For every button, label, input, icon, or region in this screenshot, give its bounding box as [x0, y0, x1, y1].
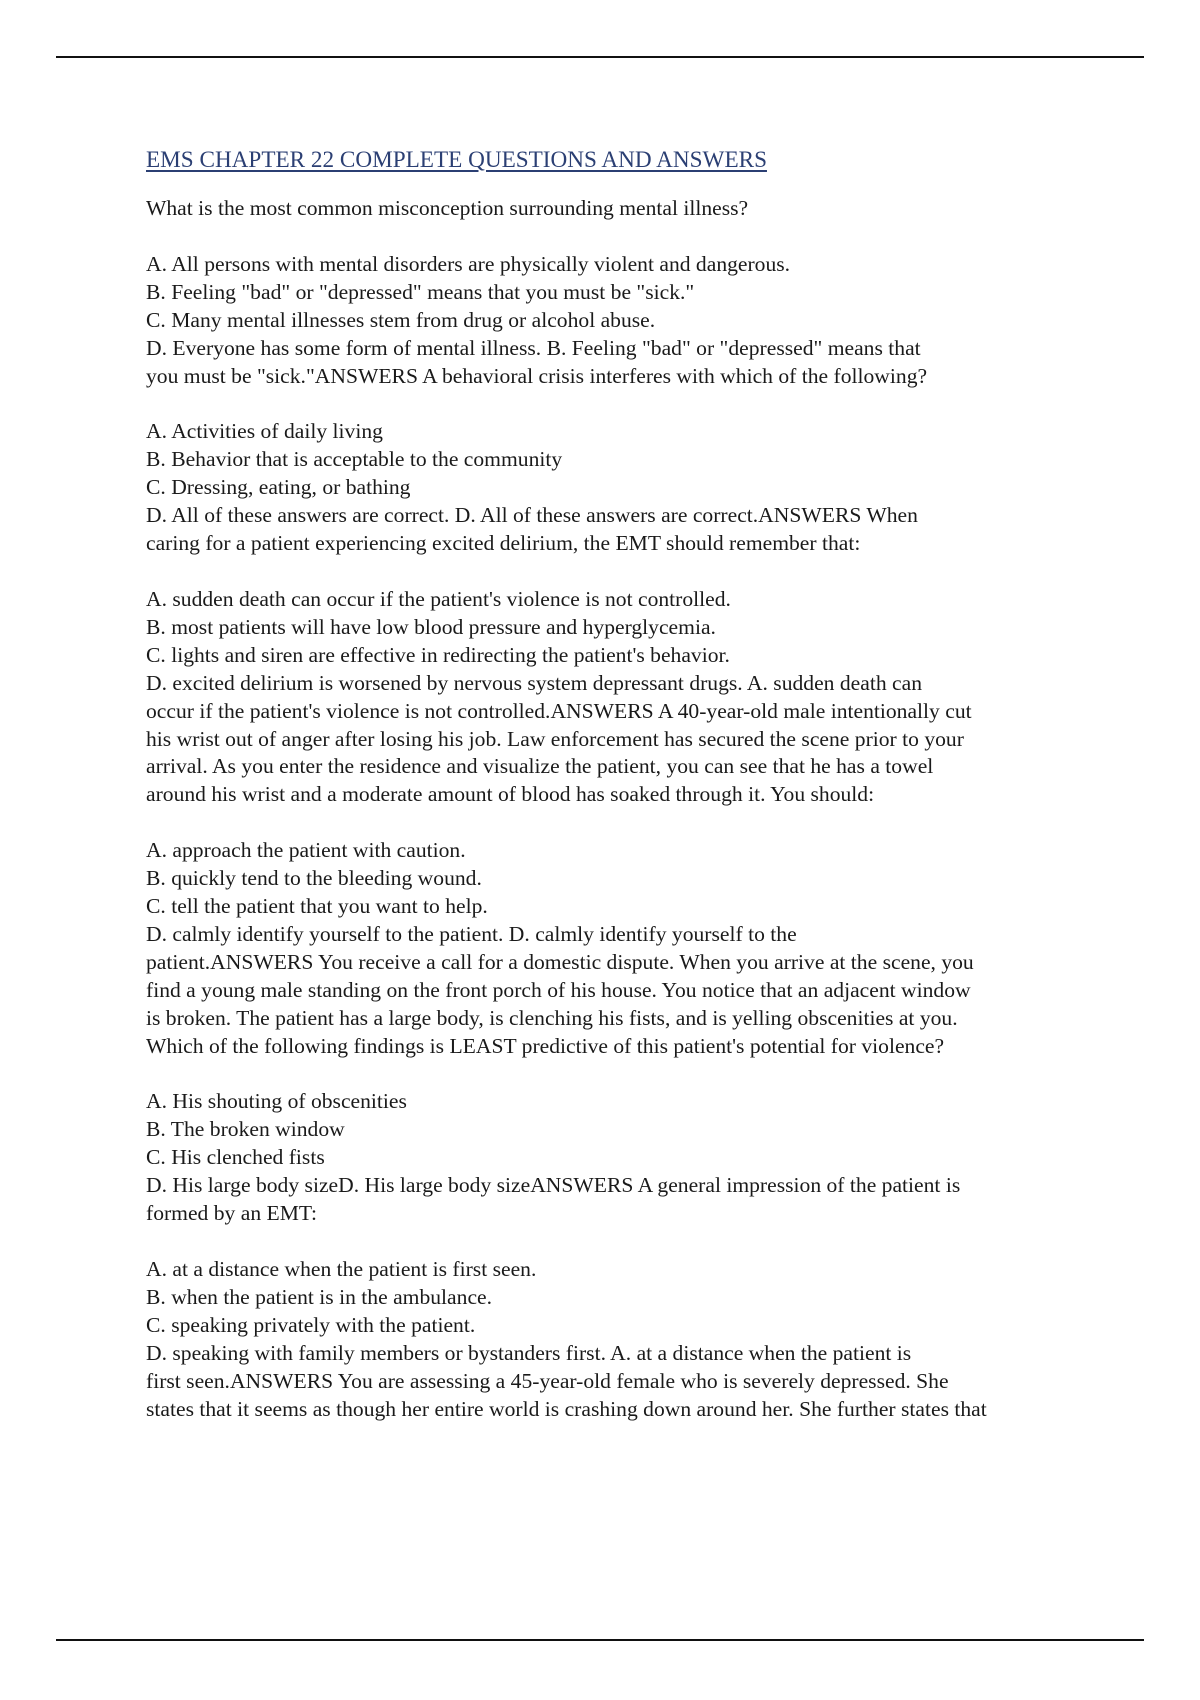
- text-line: A. approach the patient with caution.: [146, 838, 466, 863]
- text-line: C. speaking privately with the patient.: [146, 1312, 476, 1337]
- text-line: A. at a distance when the patient is first seen.: [146, 1257, 537, 1281]
- text-line: patient.ANSWERS You receive a call for a domestic dispute. When you arrive at the scene, you: [146, 949, 974, 974]
- text-line: find a young male standing on the front porch of his house. You notice that an adjacent window: [146, 977, 971, 1002]
- text-line: B. most patients will have low blood pressure and hyperglycemia.: [146, 614, 716, 639]
- qa-block: [146, 251, 1096, 391]
- text-line: D. excited delirium is worsened by nervous system depressant drugs. A. sudden death can: [146, 670, 923, 695]
- qa-block: [146, 195, 1096, 223]
- text-line: D. calmly identify yourself to the patient. D. calmly identify yourself to the: [146, 921, 797, 946]
- text-line: A. sudden death can occur if the patient's violence is not controlled.: [146, 586, 731, 611]
- text-line: you must be "sick."ANSWERS A behavioral crisis interferes with which of the following?: [146, 363, 928, 388]
- text-line: C. lights and siren are effective in redirecting the patient's behavior.: [146, 642, 730, 667]
- text-line: D. speaking with family members or bystanders first. A. at a distance when the patient is: [146, 1340, 912, 1365]
- document-body: [146, 146, 1096, 1451]
- text-line: C. Many mental illnesses stem from drug or alcohol abuse.: [146, 307, 656, 332]
- text-line: is broken. The patient has a large body, is clenching his fists, and is yelling obscenities at you.: [146, 1005, 958, 1030]
- qa-block: [146, 586, 1096, 809]
- header-rule: [56, 56, 1144, 58]
- text-line: What is the most common misconception surrounding mental illness?: [146, 196, 749, 220]
- text-line: D. All of these answers are correct. D. All of these answers are correct.ANSWERS When: [146, 503, 918, 528]
- text-line: Which of the following findings is LEAST predictive of this patient's potential for violence?: [146, 1033, 945, 1058]
- text-line: B. quickly tend to the bleeding wound.: [146, 866, 482, 891]
- text-line: caring for a patient experiencing excited delirium, the EMT should remember that:: [146, 531, 861, 556]
- text-line: A. All persons with mental disorders are physically violent and dangerous.: [146, 251, 791, 276]
- text-line: A. Activities of daily living: [146, 419, 383, 444]
- qa-block: [146, 1256, 1096, 1423]
- text-line: D. Everyone has some form of mental illness. B. Feeling "bad" or "depressed" means that: [146, 335, 921, 360]
- text-line: B. The broken window: [146, 1117, 345, 1142]
- qa-block: [146, 1088, 1096, 1228]
- text-line: A. His shouting of obscenities: [146, 1089, 407, 1114]
- text-line: C. Dressing, eating, or bathing: [146, 475, 411, 500]
- qa-block: [146, 418, 1096, 558]
- text-line: B. Behavior that is acceptable to the community: [146, 447, 563, 472]
- text-line: B. Feeling "bad" or "depressed" means that you must be "sick.": [146, 279, 695, 304]
- document-title: EMS CHAPTER 22 COMPLETE QUESTIONS AND ANSWERS: [146, 147, 767, 173]
- text-line: states that it seems as though her entire world is crashing down around her. She further states that: [146, 1396, 987, 1421]
- footer-rule: [56, 1639, 1144, 1641]
- qa-blocks: [146, 195, 1096, 1423]
- text-line: C. tell the patient that you want to help.: [146, 894, 488, 919]
- text-line: his wrist out of anger after losing his job. Law enforcement has secured the scene prior to your: [146, 726, 964, 751]
- text-line: arrival. As you enter the residence and visualize the patient, you can see that he has a towel: [146, 754, 934, 779]
- text-line: C. His clenched fists: [146, 1145, 325, 1170]
- text-line: around his wrist and a moderate amount of blood has soaked through it. You should:: [146, 782, 875, 807]
- qa-block: [146, 837, 1096, 1060]
- text-line: B. when the patient is in the ambulance.: [146, 1284, 493, 1309]
- text-line: formed by an EMT:: [146, 1201, 318, 1226]
- text-line: occur if the patient's violence is not controlled.ANSWERS A 40-year-old male intentionally cut: [146, 698, 972, 723]
- text-line: first seen.ANSWERS You are assessing a 45-year-old female who is severely depressed. She: [146, 1368, 949, 1393]
- text-line: D. His large body sizeD. His large body sizeANSWERS A general impression of the patient is: [146, 1173, 961, 1198]
